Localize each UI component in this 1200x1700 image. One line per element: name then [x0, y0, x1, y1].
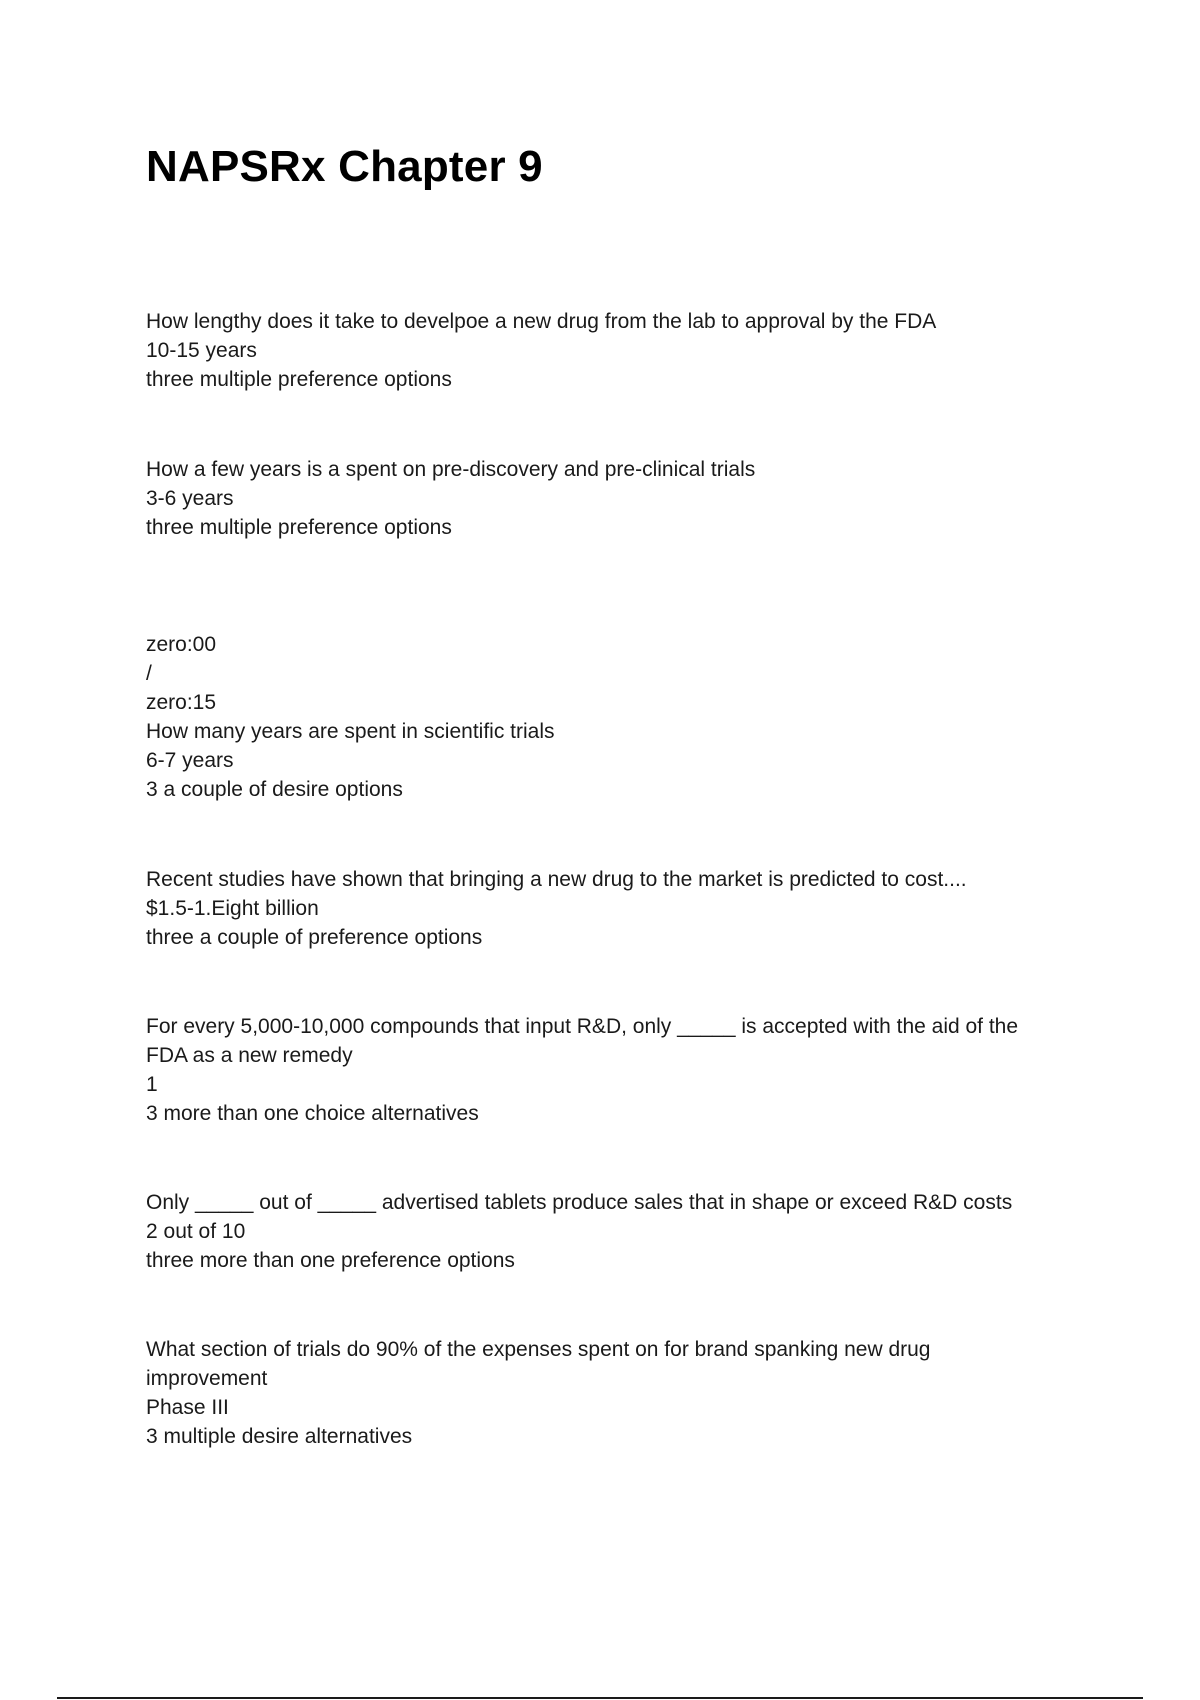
answer-text: Phase III	[146, 1396, 229, 1419]
question-text: How many years are spent in scientific trials	[146, 720, 555, 743]
answer-text: 10-15 years	[146, 339, 257, 362]
options-note: three more than one preference options	[146, 1249, 515, 1272]
qa-item-1	[146, 307, 1076, 394]
options-note: 3 a couple of desire options	[146, 778, 403, 801]
question-text: Recent studies have shown that bringing a new drug to the market is predicted to cost....	[146, 868, 967, 891]
options-note: 3 multiple desire alternatives	[146, 1425, 413, 1448]
qa-item-2	[146, 455, 1076, 542]
time-current: zero:00	[146, 633, 217, 656]
time-separator: /	[146, 662, 152, 685]
question-text: How a few years is a spent on pre-discovery and pre-clinical trials	[146, 458, 756, 481]
qa-item-3	[146, 630, 1076, 804]
qa-item-4	[146, 865, 1076, 952]
page-divider	[57, 1697, 1143, 1699]
question-text: Only _____ out of _____ advertised tablets produce sales that in shape or exceed R&D costs	[146, 1191, 1013, 1214]
question-text-line-2: FDA as a new remedy	[146, 1044, 353, 1067]
options-note: three a couple of preference options	[146, 926, 483, 949]
answer-text: 3-6 years	[146, 487, 234, 510]
question-text-line-1: For every 5,000-10,000 compounds that input R&D, only _____ is accepted with the aid of the	[146, 1015, 1019, 1038]
question-text-line-2: improvement	[146, 1367, 268, 1390]
question-text-line-1: What section of trials do 90% of the expenses spent on for brand spanking new drug	[146, 1338, 931, 1361]
options-note: three multiple preference options	[146, 516, 452, 539]
qa-item-7	[146, 1335, 1076, 1451]
answer-text: 2 out of 10	[146, 1220, 246, 1243]
page-title: NAPSRx Chapter 9	[146, 142, 543, 191]
time-total: zero:15	[146, 691, 217, 714]
answer-text: $1.5-1.Eight billion	[146, 897, 319, 920]
answer-text: 1	[146, 1073, 158, 1096]
options-note: 3 more than one choice alternatives	[146, 1102, 479, 1125]
qa-item-6	[146, 1188, 1076, 1275]
question-text: How lengthy does it take to develpoe a new drug from the lab to approval by the FDA	[146, 310, 937, 333]
options-note: three multiple preference options	[146, 368, 452, 391]
answer-text: 6-7 years	[146, 749, 234, 772]
qa-item-5	[146, 1012, 1076, 1128]
